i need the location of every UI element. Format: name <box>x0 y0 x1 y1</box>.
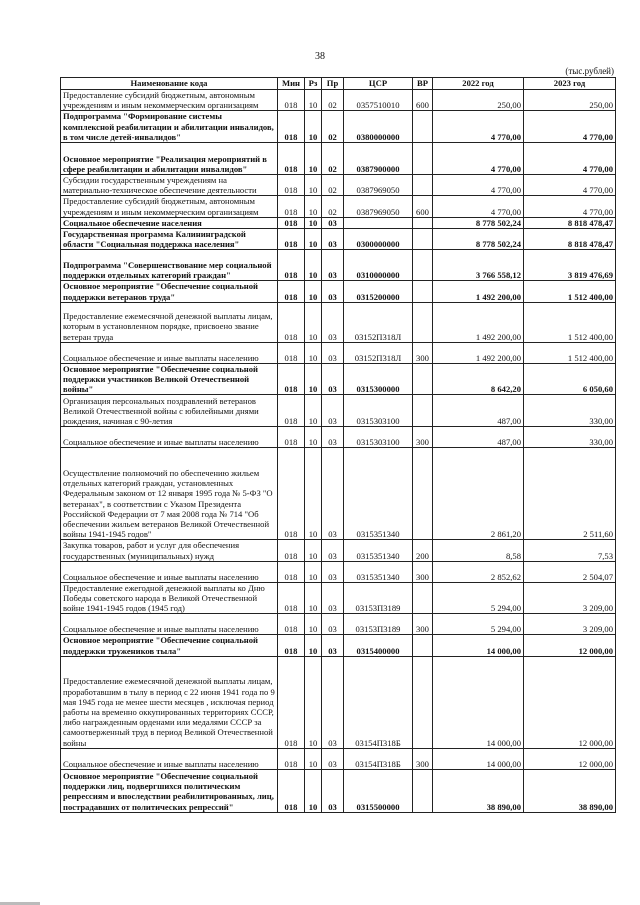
cell-pr: 03 <box>322 582 344 614</box>
cell-y2022: 38 890,00 <box>433 769 524 812</box>
cell-pr: 03 <box>322 363 344 395</box>
table-row <box>61 635 616 656</box>
cell-y2022: 14 000,00 <box>433 748 524 769</box>
cell-y2023: 330,00 <box>524 395 616 427</box>
cell-name: Социальное обеспечение и иные выплаты населению <box>61 561 278 582</box>
cell-csr: 0310000000 <box>344 250 413 281</box>
cell-rz: 10 <box>305 342 322 363</box>
cell-y2022: 8 642,20 <box>433 363 524 395</box>
cell-name: Предоставление субсидий бюджетным, автономным учреждениям и иным некоммерческим организациям <box>61 196 278 217</box>
col-header-vr: ВР <box>413 78 433 90</box>
table-row <box>61 143 616 175</box>
cell-rz: 10 <box>305 111 322 143</box>
cell-rz: 10 <box>305 427 322 448</box>
cell-pr: 03 <box>322 427 344 448</box>
budget-table <box>60 77 616 813</box>
table-row <box>61 196 616 217</box>
cell-csr: 03154П318Б <box>344 656 413 748</box>
cell-y2022: 487,00 <box>433 395 524 427</box>
cell-y2023: 8 818 478,47 <box>524 217 616 228</box>
cell-min: 018 <box>278 281 305 302</box>
table-row <box>61 363 616 395</box>
table-row <box>61 217 616 228</box>
cell-min: 018 <box>278 769 305 812</box>
cell-y2022: 250,00 <box>433 90 524 111</box>
cell-name: Предоставление ежемесячной денежной выплаты лицам, которым в установленном порядке, присвоено звание ветеран труда <box>61 302 278 342</box>
cell-min: 018 <box>278 540 305 561</box>
col-header-min: Мин <box>278 78 305 90</box>
cell-vr <box>413 635 433 656</box>
cell-min: 018 <box>278 229 305 250</box>
cell-y2023: 1 512 400,00 <box>524 281 616 302</box>
cell-y2022: 8 778 502,24 <box>433 229 524 250</box>
cell-vr: 200 <box>413 540 433 561</box>
cell-rz: 10 <box>305 217 322 228</box>
units-label: (тыс.рублей) <box>565 66 614 76</box>
table-row <box>61 281 616 302</box>
cell-pr: 03 <box>322 342 344 363</box>
cell-min: 018 <box>278 302 305 342</box>
cell-y2022: 1 492 200,00 <box>433 302 524 342</box>
cell-min: 018 <box>278 196 305 217</box>
cell-pr: 03 <box>322 302 344 342</box>
cell-rz: 10 <box>305 582 322 614</box>
cell-y2023: 4 770,00 <box>524 175 616 196</box>
cell-vr: 300 <box>413 614 433 635</box>
cell-y2023: 4 770,00 <box>524 143 616 175</box>
cell-rz: 10 <box>305 229 322 250</box>
cell-pr: 03 <box>322 448 344 540</box>
cell-min: 018 <box>278 748 305 769</box>
cell-pr: 03 <box>322 656 344 748</box>
cell-rz: 10 <box>305 250 322 281</box>
table-row <box>61 111 616 143</box>
table-row <box>61 229 616 250</box>
cell-rz: 10 <box>305 561 322 582</box>
cell-pr: 03 <box>322 561 344 582</box>
cell-csr: 03153П3189 <box>344 614 413 635</box>
cell-y2023: 3 209,00 <box>524 614 616 635</box>
cell-csr: 0315351340 <box>344 448 413 540</box>
cell-vr <box>413 229 433 250</box>
cell-rz: 10 <box>305 614 322 635</box>
cell-min: 018 <box>278 614 305 635</box>
page-number: 38 <box>315 51 325 62</box>
cell-min: 018 <box>278 175 305 196</box>
cell-y2022: 2 861,20 <box>433 448 524 540</box>
cell-vr <box>413 250 433 281</box>
table-row <box>61 395 616 427</box>
cell-pr: 03 <box>322 540 344 561</box>
cell-name: Основное мероприятие "Обеспечение социальной поддержки лиц, подвергшихся политическим репрессиям и впоследствии реабилитированных, лиц, пострадавших от политических репрессий" <box>61 769 278 812</box>
cell-rz: 10 <box>305 363 322 395</box>
cell-y2023: 6 050,60 <box>524 363 616 395</box>
cell-pr: 02 <box>322 111 344 143</box>
cell-name: Социальное обеспечение и иные выплаты населению <box>61 614 278 635</box>
table-row <box>61 90 616 111</box>
cell-csr: 0300000000 <box>344 229 413 250</box>
table-row <box>61 614 616 635</box>
cell-y2023: 1 512 400,00 <box>524 302 616 342</box>
cell-min: 018 <box>278 143 305 175</box>
cell-y2023: 12 000,00 <box>524 656 616 748</box>
cell-csr: 03152П318Л <box>344 302 413 342</box>
cell-y2022: 5 294,00 <box>433 582 524 614</box>
cell-y2023: 4 770,00 <box>524 196 616 217</box>
cell-vr <box>413 281 433 302</box>
cell-vr: 600 <box>413 196 433 217</box>
cell-csr: 0357510010 <box>344 90 413 111</box>
cell-y2022: 14 000,00 <box>433 656 524 748</box>
cell-csr: 0387969050 <box>344 175 413 196</box>
cell-pr: 03 <box>322 635 344 656</box>
cell-min: 018 <box>278 395 305 427</box>
cell-rz: 10 <box>305 196 322 217</box>
cell-min: 018 <box>278 217 305 228</box>
cell-name: Подпрограмма "Совершенствование мер социальной поддержки отдельных категорий граждан" <box>61 250 278 281</box>
cell-name: Основное мероприятие "Обеспечение социальной поддержки участников Великой Отечественной войны" <box>61 363 278 395</box>
cell-csr: 0315303100 <box>344 427 413 448</box>
cell-rz: 10 <box>305 540 322 561</box>
cell-name: Основное мероприятие "Обеспечение социальной поддержки тружеников тыла" <box>61 635 278 656</box>
cell-rz: 10 <box>305 175 322 196</box>
cell-name: Основное мероприятие "Обеспечение социальной поддержки ветеранов труда" <box>61 281 278 302</box>
cell-y2022: 8 778 502,24 <box>433 217 524 228</box>
cell-pr: 03 <box>322 217 344 228</box>
cell-name: Предоставление ежегодной денежной выплаты ко Дню Победы советского народа в Великой Отечественной войне 1941-1945 годов (1945 год) <box>61 582 278 614</box>
cell-csr: 0315351340 <box>344 561 413 582</box>
cell-rz: 10 <box>305 448 322 540</box>
cell-pr: 02 <box>322 175 344 196</box>
cell-min: 018 <box>278 90 305 111</box>
cell-rz: 10 <box>305 635 322 656</box>
cell-y2022: 5 294,00 <box>433 614 524 635</box>
cell-rz: 10 <box>305 395 322 427</box>
cell-vr <box>413 395 433 427</box>
cell-y2023: 7,53 <box>524 540 616 561</box>
cell-min: 018 <box>278 363 305 395</box>
table-row <box>61 448 616 540</box>
cell-vr <box>413 175 433 196</box>
cell-pr: 03 <box>322 229 344 250</box>
cell-y2023: 330,00 <box>524 427 616 448</box>
cell-pr: 03 <box>322 748 344 769</box>
cell-csr: 03153П3189 <box>344 582 413 614</box>
cell-pr: 03 <box>322 614 344 635</box>
table-row <box>61 769 616 812</box>
col-header-pr: Пр <box>322 78 344 90</box>
cell-vr <box>413 448 433 540</box>
cell-rz: 10 <box>305 748 322 769</box>
cell-vr <box>413 656 433 748</box>
cell-pr: 02 <box>322 90 344 111</box>
cell-name: Социальное обеспечение и иные выплаты населению <box>61 342 278 363</box>
cell-csr: 0380000000 <box>344 111 413 143</box>
cell-y2022: 1 492 200,00 <box>433 281 524 302</box>
col-header-2023: 2023 год <box>524 78 616 90</box>
cell-pr: 02 <box>322 143 344 175</box>
cell-name: Закупка товаров, работ и услуг для обеспечения государственных (муниципальных) нужд <box>61 540 278 561</box>
table-row <box>61 302 616 342</box>
cell-y2022: 4 770,00 <box>433 196 524 217</box>
cell-y2023: 38 890,00 <box>524 769 616 812</box>
cell-min: 018 <box>278 582 305 614</box>
cell-y2022: 2 852,62 <box>433 561 524 582</box>
cell-csr: 0315303100 <box>344 395 413 427</box>
cell-csr: 0315351340 <box>344 540 413 561</box>
cell-csr: 0315200000 <box>344 281 413 302</box>
cell-min: 018 <box>278 427 305 448</box>
cell-pr: 03 <box>322 281 344 302</box>
col-header-csr: ЦСР <box>344 78 413 90</box>
cell-min: 018 <box>278 342 305 363</box>
cell-pr: 03 <box>322 769 344 812</box>
cell-min: 018 <box>278 635 305 656</box>
table-row <box>61 582 616 614</box>
cell-vr: 300 <box>413 748 433 769</box>
cell-name: Субсидии государственным учреждениям на материально-техническое обеспечение деятельности <box>61 175 278 196</box>
cell-rz: 10 <box>305 769 322 812</box>
cell-csr: 0315300000 <box>344 363 413 395</box>
table-header <box>61 78 616 90</box>
cell-csr: 0315500000 <box>344 769 413 812</box>
cell-min: 018 <box>278 111 305 143</box>
cell-y2022: 14 000,00 <box>433 635 524 656</box>
cell-name: Организация персональных поздравлений ветеранов Великой Отечественной войны с юбилейными днями рождения, начиная с 90-летия <box>61 395 278 427</box>
cell-vr <box>413 111 433 143</box>
cell-y2023: 2 511,60 <box>524 448 616 540</box>
cell-rz: 10 <box>305 302 322 342</box>
col-header-name: Наименование кода <box>61 78 278 90</box>
cell-csr: 03152П318Л <box>344 342 413 363</box>
cell-rz: 10 <box>305 656 322 748</box>
cell-y2022: 8,58 <box>433 540 524 561</box>
cell-y2023: 8 818 478,47 <box>524 229 616 250</box>
cell-y2022: 1 492 200,00 <box>433 342 524 363</box>
cell-name: Подпрограмма "Формирование системы комплексной реабилитации и абилитации инвалидов, в том числе детей-инвалидов" <box>61 111 278 143</box>
cell-min: 018 <box>278 250 305 281</box>
cell-pr: 03 <box>322 395 344 427</box>
cell-vr: 300 <box>413 561 433 582</box>
cell-rz: 10 <box>305 90 322 111</box>
cell-vr <box>413 302 433 342</box>
cell-name: Предоставление субсидий бюджетным, автономным учреждениям и иным некоммерческим организациям <box>61 90 278 111</box>
cell-vr <box>413 217 433 228</box>
cell-name: Основное мероприятие "Реализация мероприятий в сфере реабилитации и абилитации инвалидов" <box>61 143 278 175</box>
cell-name: Предоставление ежемесячной денежной выплаты лицам, проработавшим в тылу в период с 22 июня 1941 года по 9 мая 1945 года не менее шести месяцев , исключая период работы на временно оккупированных территориях СССР, либо награжденным орденами или медалями СССР за самоотверженный труд в период Великой Отечественной войны <box>61 656 278 748</box>
cell-min: 018 <box>278 561 305 582</box>
cell-name: Социальное обеспечение населения <box>61 217 278 228</box>
cell-y2023: 3 819 476,69 <box>524 250 616 281</box>
table-body <box>61 90 616 813</box>
cell-min: 018 <box>278 448 305 540</box>
cell-y2022: 4 770,00 <box>433 175 524 196</box>
cell-pr: 03 <box>322 250 344 281</box>
cell-y2023: 12 000,00 <box>524 635 616 656</box>
cell-vr <box>413 582 433 614</box>
col-header-rz: Рз <box>305 78 322 90</box>
cell-rz: 10 <box>305 281 322 302</box>
table-row <box>61 427 616 448</box>
cell-vr: 600 <box>413 90 433 111</box>
cell-rz: 10 <box>305 143 322 175</box>
cell-y2022: 4 770,00 <box>433 111 524 143</box>
cell-y2022: 3 766 558,12 <box>433 250 524 281</box>
cell-pr: 02 <box>322 196 344 217</box>
cell-y2022: 487,00 <box>433 427 524 448</box>
cell-name: Государственная программа Калининградской области "Социальная поддержка населения" <box>61 229 278 250</box>
cell-min: 018 <box>278 656 305 748</box>
table-row <box>61 656 616 748</box>
cell-y2023: 1 512 400,00 <box>524 342 616 363</box>
cell-name: Осуществление полномочий по обеспечению жильем отдельных категорий граждан, установленных Федеральным законом от 12 января 1995 года № 5-ФЗ "О ветеранах", в соответствии с Указом Президента Российской Федерации от 7 мая 2008 года № 714 "Об обеспечении жильем ветеранов Великой Отечественной войны 1941-1945 годов" <box>61 448 278 540</box>
cell-y2023: 2 504,07 <box>524 561 616 582</box>
cell-y2023: 4 770,00 <box>524 111 616 143</box>
cell-y2022: 4 770,00 <box>433 143 524 175</box>
cell-csr: 0387900000 <box>344 143 413 175</box>
cell-name: Социальное обеспечение и иные выплаты населению <box>61 748 278 769</box>
cell-vr: 300 <box>413 342 433 363</box>
cell-y2023: 250,00 <box>524 90 616 111</box>
table-row <box>61 342 616 363</box>
cell-name: Социальное обеспечение и иные выплаты населению <box>61 427 278 448</box>
cell-vr: 300 <box>413 427 433 448</box>
cell-vr <box>413 769 433 812</box>
table-row <box>61 250 616 281</box>
cell-csr: 0315400000 <box>344 635 413 656</box>
cell-vr <box>413 143 433 175</box>
cell-y2023: 3 209,00 <box>524 582 616 614</box>
cell-vr <box>413 363 433 395</box>
cell-csr <box>344 217 413 228</box>
cell-csr: 03154П318Б <box>344 748 413 769</box>
col-header-2022: 2022 год <box>433 78 524 90</box>
table-row <box>61 175 616 196</box>
table-row <box>61 748 616 769</box>
table-row <box>61 561 616 582</box>
table-row <box>61 540 616 561</box>
cell-csr: 0387969050 <box>344 196 413 217</box>
cell-y2023: 12 000,00 <box>524 748 616 769</box>
